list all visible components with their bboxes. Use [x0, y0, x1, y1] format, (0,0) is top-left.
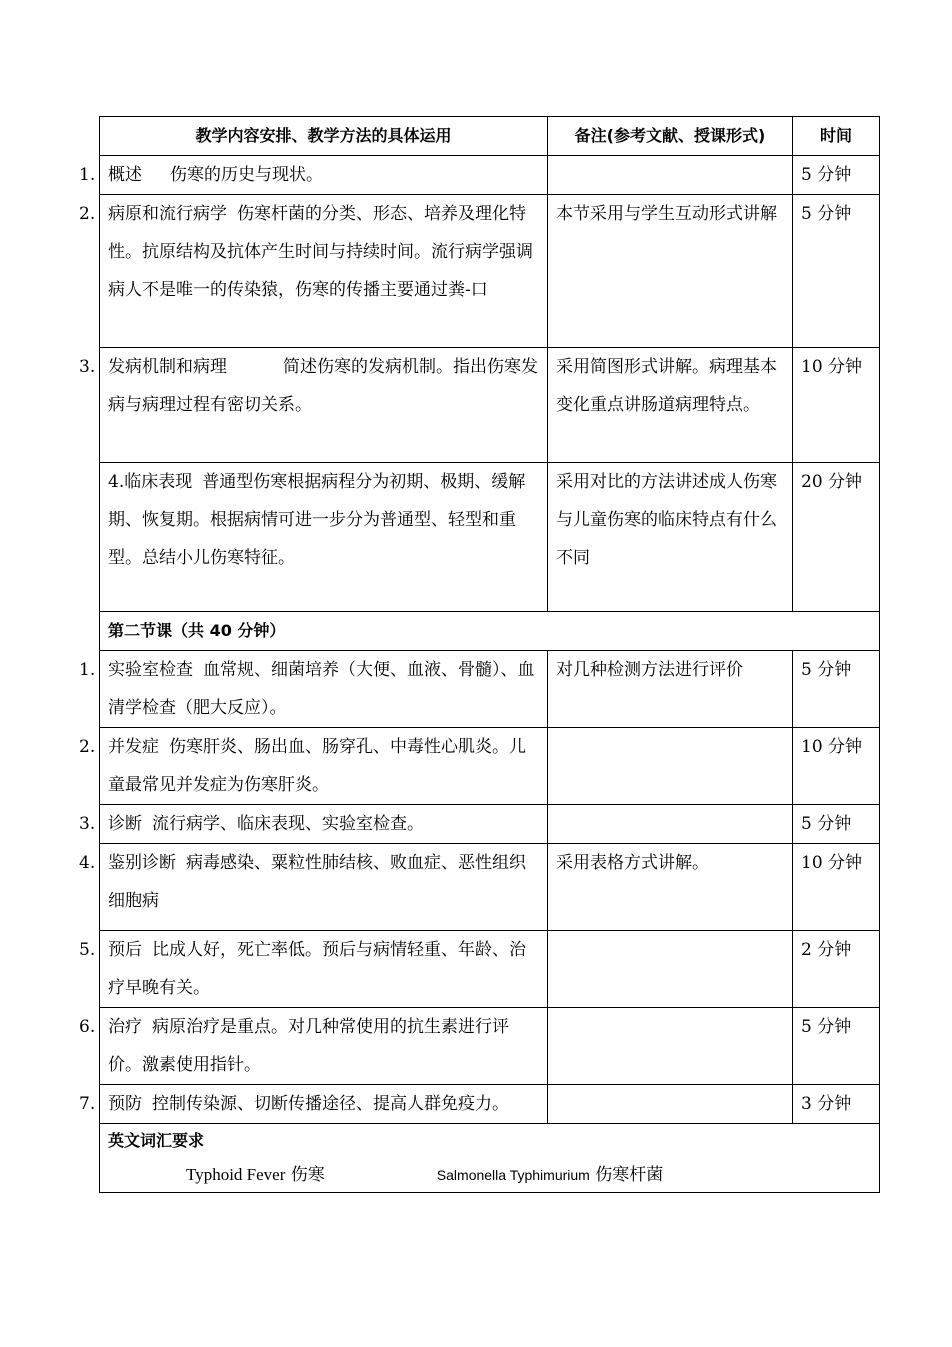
table-row — [100, 156, 880, 195]
row-note: 采用表格方式讲解。 — [548, 844, 793, 931]
table-row — [100, 195, 880, 348]
row-text: 简述伤寒的发病机制。指出伤寒发病与病理过程有密切关系。 — [108, 357, 538, 415]
row-number: 3. — [79, 814, 96, 834]
row-text: 比成人好，死亡率低。预后与病情轻重、年龄、治疗早晚有关。 — [108, 940, 526, 998]
row-time: 10 分钟 — [793, 348, 880, 463]
row-content — [79, 195, 548, 348]
row-title: 预防 — [108, 1094, 142, 1114]
table-row — [100, 1008, 880, 1085]
vocab-title: 英文词汇要求 — [108, 1131, 205, 1150]
row-note: 采用对比的方法讲述成人伤寒与儿童伤寒的临床特点有什么不同 — [548, 463, 793, 612]
header-content: 教学内容安排、教学方法的具体运用 — [100, 117, 548, 156]
row-number: 3. — [79, 357, 96, 377]
row-text: 伤寒的历史与现状。 — [170, 165, 323, 185]
vocab-cell — [100, 1124, 880, 1193]
section-title: 第二节课（共 40 分钟） — [100, 612, 880, 651]
row-text: 病原治疗是重点。对几种常使用的抗生素进行评价。激素使用指针。 — [108, 1017, 509, 1075]
row-text: 普通型伤寒根据病程分为初期、极期、缓解期、恢复期。根据病情可进一步分为普通型、轻型和重型。总结小儿伤寒特征。 — [108, 472, 526, 568]
table-row — [100, 1085, 880, 1124]
row-title: 预后 — [108, 940, 142, 960]
row-time: 5 分钟 — [793, 651, 880, 728]
row-title: 鉴别诊断 — [108, 853, 176, 873]
lesson-plan-table — [79, 116, 880, 1193]
table-row — [100, 651, 880, 728]
row-title: 实验室检查 — [108, 660, 193, 680]
row-note — [548, 728, 793, 805]
row-title: 病原和流行病学 — [108, 204, 227, 224]
row-time: 3 分钟 — [793, 1085, 880, 1124]
row-title: 诊断 — [108, 814, 142, 834]
vocab-term1-cn: 伤寒 — [290, 1165, 325, 1185]
vocab-term2-en: Salmonella Typhimurium — [436, 1167, 590, 1183]
vocab-term2-cn: 伤寒杆菌 — [595, 1165, 664, 1185]
row-text: 流行病学、临床表现、实验室检查。 — [152, 814, 424, 834]
row-time: 5 分钟 — [793, 195, 880, 348]
header-time: 时间 — [793, 117, 880, 156]
row-time: 5 分钟 — [793, 805, 880, 844]
row-title: 治疗 — [108, 1017, 142, 1037]
table-row — [100, 728, 880, 805]
row-title: 发病机制和病理 — [108, 357, 227, 377]
row-note — [548, 1008, 793, 1085]
row-note — [548, 1085, 793, 1124]
row-content — [100, 463, 548, 612]
row-number: 4. — [108, 472, 125, 492]
row-content — [79, 805, 548, 844]
row-text: 血常规、细菌培养（大便、血液、骨髓）、血清学检查（肥大反应）。 — [108, 660, 535, 718]
row-text: 伤寒肝炎、肠出血、肠穿孔、中毒性心肌炎。儿童最常见并发症为伤寒肝炎。 — [108, 737, 526, 795]
row-time: 5 分钟 — [793, 1008, 880, 1085]
row-content — [79, 844, 548, 931]
row-content — [79, 651, 548, 728]
row-time: 10 分钟 — [793, 844, 880, 931]
section-header-row — [100, 612, 880, 651]
row-number: 1. — [79, 660, 96, 680]
table-row — [100, 844, 880, 931]
row-content — [79, 1008, 548, 1085]
row-number: 5. — [79, 940, 96, 960]
row-time: 5 分钟 — [793, 156, 880, 195]
row-note: 采用简图形式讲解。病理基本变化重点讲肠道病理特点。 — [548, 348, 793, 463]
row-number: 7. — [79, 1094, 96, 1114]
row-note — [548, 156, 793, 195]
row-title: 概述 — [108, 165, 142, 185]
vocab-term1-en: Typhoid Fever — [186, 1165, 286, 1184]
row-number: 2. — [79, 204, 96, 224]
row-title: 临床表现 — [124, 472, 193, 492]
row-number: 2. — [79, 737, 96, 757]
row-note: 对几种检测方法进行评价 — [548, 651, 793, 728]
row-content — [79, 156, 548, 195]
row-content — [79, 728, 548, 805]
row-note — [548, 805, 793, 844]
row-number: 6. — [79, 1017, 96, 1037]
vocab-row — [100, 1124, 880, 1193]
row-content — [79, 348, 548, 463]
row-content — [79, 931, 548, 1008]
row-note — [548, 931, 793, 1008]
row-number: 1. — [79, 165, 96, 185]
row-text: 控制传染源、切断传播途径、提高人群免疫力。 — [152, 1094, 509, 1114]
table-row — [100, 805, 880, 844]
row-content — [79, 1085, 548, 1124]
row-time: 20 分钟 — [793, 463, 880, 612]
table-row — [100, 931, 880, 1008]
row-time: 2 分钟 — [793, 931, 880, 1008]
row-note: 本节采用与学生互动形式讲解 — [548, 195, 793, 348]
row-time: 10 分钟 — [793, 728, 880, 805]
row-text: 伤寒杆菌的分类、形态、培养及理化特性。抗原结构及抗体产生时间与持续时间。流行病学强调病人不是唯一的传染猿，伤寒的传播主要通过粪-口 — [108, 204, 533, 300]
vocab-terms — [108, 1158, 871, 1192]
table-header-row — [100, 117, 880, 156]
row-text: 病毒感染、粟粒性肺结核、败血症、恶性组织细胞病 — [108, 853, 526, 911]
table-row — [100, 463, 880, 612]
header-notes: 备注(参考文献、授课形式) — [548, 117, 793, 156]
row-number: 4. — [79, 853, 96, 873]
row-title: 并发症 — [108, 737, 159, 757]
table-row — [100, 348, 880, 463]
